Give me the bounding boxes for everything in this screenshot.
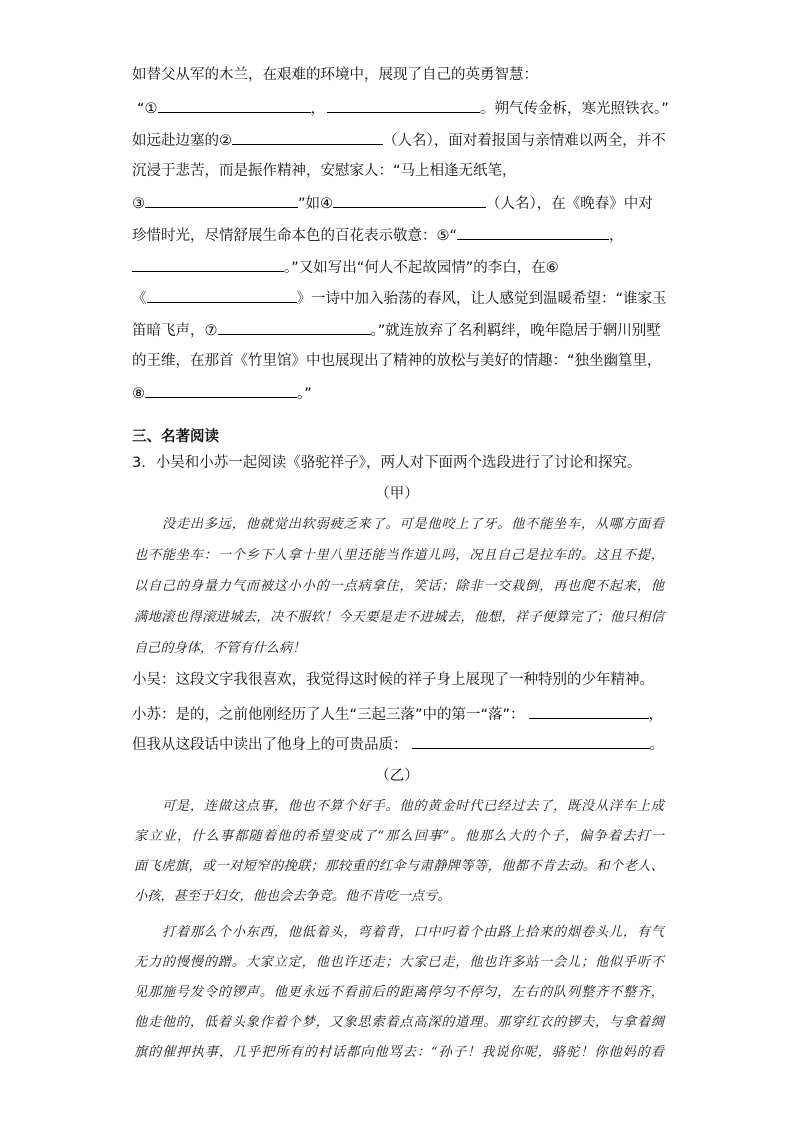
text: 如替父从军的木兰，在艰难的环境中，展现了自己的英勇智慧： bbox=[132, 67, 538, 83]
passage-a-title: （甲） bbox=[375, 486, 419, 502]
dialogue-su-2 bbox=[132, 730, 672, 756]
dialogue-su bbox=[132, 700, 672, 726]
text: （人名），在《晚春》中对 bbox=[486, 196, 653, 212]
passage-b-line: 打着那么个小东西，他低着头，弯着背，口中叼着个由路上拾来的烟卷头儿，有气 bbox=[162, 925, 664, 940]
passage-a-line: 自己的身体，不管有什么病！ bbox=[134, 641, 306, 656]
blank-9[interactable] bbox=[218, 316, 371, 335]
text: ， bbox=[609, 228, 624, 244]
text: 。 bbox=[649, 737, 664, 753]
text: ， bbox=[648, 707, 664, 723]
blank-12[interactable] bbox=[412, 730, 650, 749]
text: 但我从这段话中读出了他身上的可贵品质： bbox=[132, 737, 408, 753]
text: 的王维，在那首《竹里馆》中也展现出了精神的放松与美好的情趣：“独坐幽篁里， bbox=[132, 353, 662, 369]
dialogue-wu: 小吴：这段文字我很喜欢，我觉得这时候的祥子身上展现了一种特别的少年精神。 bbox=[132, 672, 654, 688]
passage-a-line: 也不能坐车：一个乡下人拿十里八里还能当作道儿吗，况且自己是拉车的。这且不提， bbox=[134, 548, 664, 563]
blank-10[interactable] bbox=[145, 379, 297, 398]
blank-11[interactable] bbox=[529, 700, 649, 719]
poem-line-11 bbox=[132, 379, 672, 405]
text: 珍惜时光，尽情舒展生命本色的百花表示敬意：⑤“ bbox=[132, 228, 458, 244]
poem-line-6 bbox=[132, 221, 672, 247]
passage-b-line: 小孩，甚至于妇女，他也会去争竞。他不肯吃一点亏。 bbox=[134, 889, 451, 904]
passage-b-line: 可是，连做这点事，他也不算个好手。他的黄金时代已经过去了，既没从洋车上成 bbox=[162, 799, 664, 814]
text: 如远赴边塞的② bbox=[132, 133, 232, 149]
text: 。” bbox=[297, 386, 312, 402]
poem-line-1 bbox=[132, 62, 672, 88]
blank-1[interactable] bbox=[158, 94, 311, 113]
text: 。”又如写出“何人不起故园情”的李白，在⑥ bbox=[284, 260, 559, 276]
text: ⑧ bbox=[132, 386, 145, 402]
passage-b-title: （乙） bbox=[375, 768, 419, 784]
text: 。朔气传金柝，寒光照铁衣。” bbox=[480, 101, 669, 117]
poem-line-3 bbox=[132, 126, 672, 152]
poem-line-5 bbox=[132, 189, 672, 215]
section-heading: 三、名著阅读 bbox=[132, 429, 219, 445]
blank-5[interactable] bbox=[333, 189, 486, 208]
text: “① bbox=[137, 101, 158, 117]
text: ③ bbox=[132, 196, 145, 212]
passage-a-line: 满地滚也得滚进城去，决不服软！今天要是走不进城去，他想，祥子便算完了；他只相信 bbox=[134, 610, 664, 625]
poem-line-8 bbox=[132, 284, 672, 310]
blank-8[interactable] bbox=[147, 284, 297, 303]
blank-6[interactable] bbox=[457, 221, 609, 240]
passage-a-line: 以自己的身量力气而被这小小的一点病拿住，笑话；除非一交栽倒，再也爬不起来，他 bbox=[134, 579, 664, 594]
poem-line-7 bbox=[132, 253, 672, 279]
text: 》一诗中加入骀荡的春风，让人感觉到温暖希望：“谁家玉 bbox=[296, 291, 667, 307]
text: 《 bbox=[132, 291, 147, 307]
passage-b-line: 见那施号发令的锣声。他更永远不看前后的距离停匀不停匀，左右的队列整齐不整齐， bbox=[134, 985, 664, 1000]
poem-line-4 bbox=[132, 158, 672, 184]
text: 笛暗飞声，⑦ bbox=[132, 323, 218, 339]
passage-b-line: 面飞虎旗，或一对短窄的挽联；那较重的红伞与肃静牌等等，他都不肯去动。和个老人、 bbox=[134, 859, 664, 874]
passage-b-line: 旗的催押执事，几乎把所有的村话都向他骂去：“孙子！我说你呢，骆驼！你他妈的看 bbox=[134, 1045, 664, 1060]
passage-b-line: 他走他的，低着头象作着个梦，又象思索着点高深的道理。那穿红衣的锣夫，与拿着绸 bbox=[134, 1015, 664, 1030]
question-3: 3．小吴和小苏一起阅读《骆驼祥子》，两人对下面两个选段进行了讨论和探究。 bbox=[132, 455, 642, 471]
blank-2[interactable] bbox=[327, 94, 480, 113]
text: 沉浸于悲苦，而是振作精神，安慰家人：“马上相逢无纸笔， bbox=[132, 163, 517, 179]
blank-3[interactable] bbox=[232, 126, 383, 145]
text: （人名），面对着报国与亲情难以两全，并不 bbox=[383, 133, 666, 149]
blank-4[interactable] bbox=[145, 189, 298, 208]
passage-b-line: 无力的慢慢的蹭。大家立定，他也许还走；大家已走，他也许多站一会儿；他似乎听不 bbox=[134, 955, 664, 970]
text: ”如④ bbox=[298, 196, 334, 212]
passage-a-line: 没走出多远，他就觉出软弱疲乏来了。可是他咬上了牙。他不能坐车，从哪方面看 bbox=[162, 517, 664, 532]
passage-b-line: 家立业，什么事都随着他的希望变成了“那么回事”。他那么大的个子，偏争着去打一 bbox=[134, 829, 664, 844]
poem-line-10 bbox=[132, 348, 672, 374]
text: 小苏：是的，之前他刚经历了人生“三起三落”中的第一“落”： bbox=[132, 707, 525, 723]
text: ， bbox=[310, 101, 326, 117]
poem-line-9 bbox=[132, 316, 672, 342]
text: 。”就连放弃了名利羁绊，晚年隐居于辋川别墅 bbox=[370, 323, 661, 339]
blank-7[interactable] bbox=[132, 253, 284, 272]
poem-line-2 bbox=[137, 94, 677, 120]
